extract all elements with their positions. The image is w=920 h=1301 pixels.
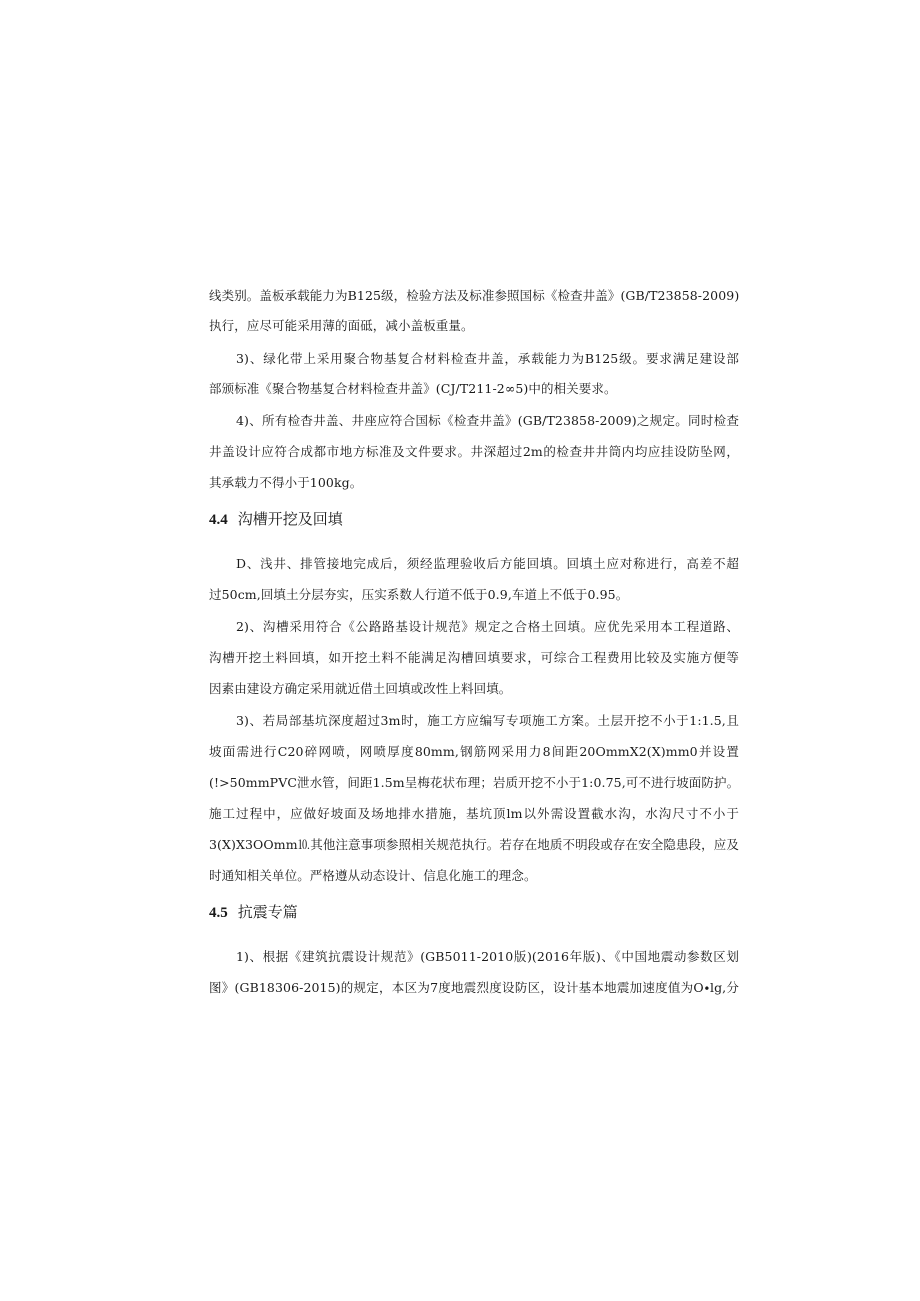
section-title: 抗震专篇	[237, 903, 298, 921]
paragraph-line: 执行，应尽可能采用薄的面砥，减小盖板重量。	[209, 318, 474, 333]
section-title: 沟槽开挖及回填	[237, 510, 343, 528]
section-heading	[209, 509, 343, 530]
section-number: 4.4	[209, 512, 228, 528]
paragraph-line: 井盖设计应符合成都市地方标准及文件要求。井深超过2m的检查井井筒内均应挂设防坠网，	[209, 444, 739, 459]
paragraph-line: 3(X)X3OOmm⒑其他注意事项参照相关规范执行。若存在地质不明段或存在安全隐患段，应及	[209, 837, 739, 852]
paragraph-line: 3)、若局部基坑深度超过3m时，施工方应编写专项施工方案。土层开挖不小于1:1.5,且	[236, 713, 739, 728]
paragraph-line: 图》(GB18306-2015)的规定，本区为7度地震烈度设防区，设计基本地震加速度值为O∙lg,分	[209, 980, 739, 995]
section-number: 4.5	[209, 905, 228, 921]
paragraph-line: 施工过程中，应做好坡面及场地排水措施，基坑顶lm以外需设置截水沟，水沟尺寸不小于	[209, 806, 739, 821]
paragraph-line: 3)、绿化带上采用聚合物基复合材料检查井盖，承载能力为B125级。要求满足建设部	[236, 351, 739, 366]
paragraph-line: 2)、沟槽采用符合《公路路基设计规范》规定之合格土回填。应优先采用本工程道路、	[236, 619, 739, 634]
paragraph-line: (!>50mmPVC泄水管，间距1.5m呈梅花状布理；岩质开挖不小于1:0.75,可不进行坡面防护。	[209, 775, 739, 790]
paragraph-line: D、浅井、排管接地完成后，须经监理验收后方能回填。回填土应对称进行，高差不超	[236, 556, 739, 571]
paragraph-line: 沟槽开挖土料回填，如开挖土料不能满足沟槽回填要求，可综合工程费用比较及实施方便等	[209, 650, 739, 665]
paragraph-line: 4)、所有检杳井盖、井座应符合国标《检查井盖》(GB/T23858-2009)之规定。同时检查	[236, 413, 739, 428]
paragraph-line: 其承载力不得小于100kg。	[209, 475, 363, 490]
paragraph-line: 过50cm,回填土分层夯实，压实系数人行道不低于0.9,车道上不低于0.95。	[209, 587, 629, 602]
paragraph-line: 部颁标准《聚合物基复合材料检查井盖》(CJ/T211-2∞5)中的相关要求。	[209, 381, 617, 396]
paragraph-line: 1)、根据《建筑抗震设计规范》(GB5011-2010版)(2016年版)、《中国地震动参数区划	[236, 949, 739, 964]
paragraph-line: 线类别。盖板承载能力为B125级，检验方法及标准参照国标《检查井盖》(GB/T23858-2009)	[209, 288, 739, 303]
paragraph-line: 坡面需进行C20碎网喷，网喷厚度80mm,钢筋网采用力8间距20OmmX2(X)mm0并设置	[209, 744, 739, 759]
section-heading	[209, 902, 298, 923]
paragraph-line: 时通知相关单位。严格遵从动态设计、信息化施工的理念。	[209, 868, 537, 883]
paragraph-line: 因素由建设方确定采用就近借土回填或改性上料回填。	[209, 681, 512, 696]
